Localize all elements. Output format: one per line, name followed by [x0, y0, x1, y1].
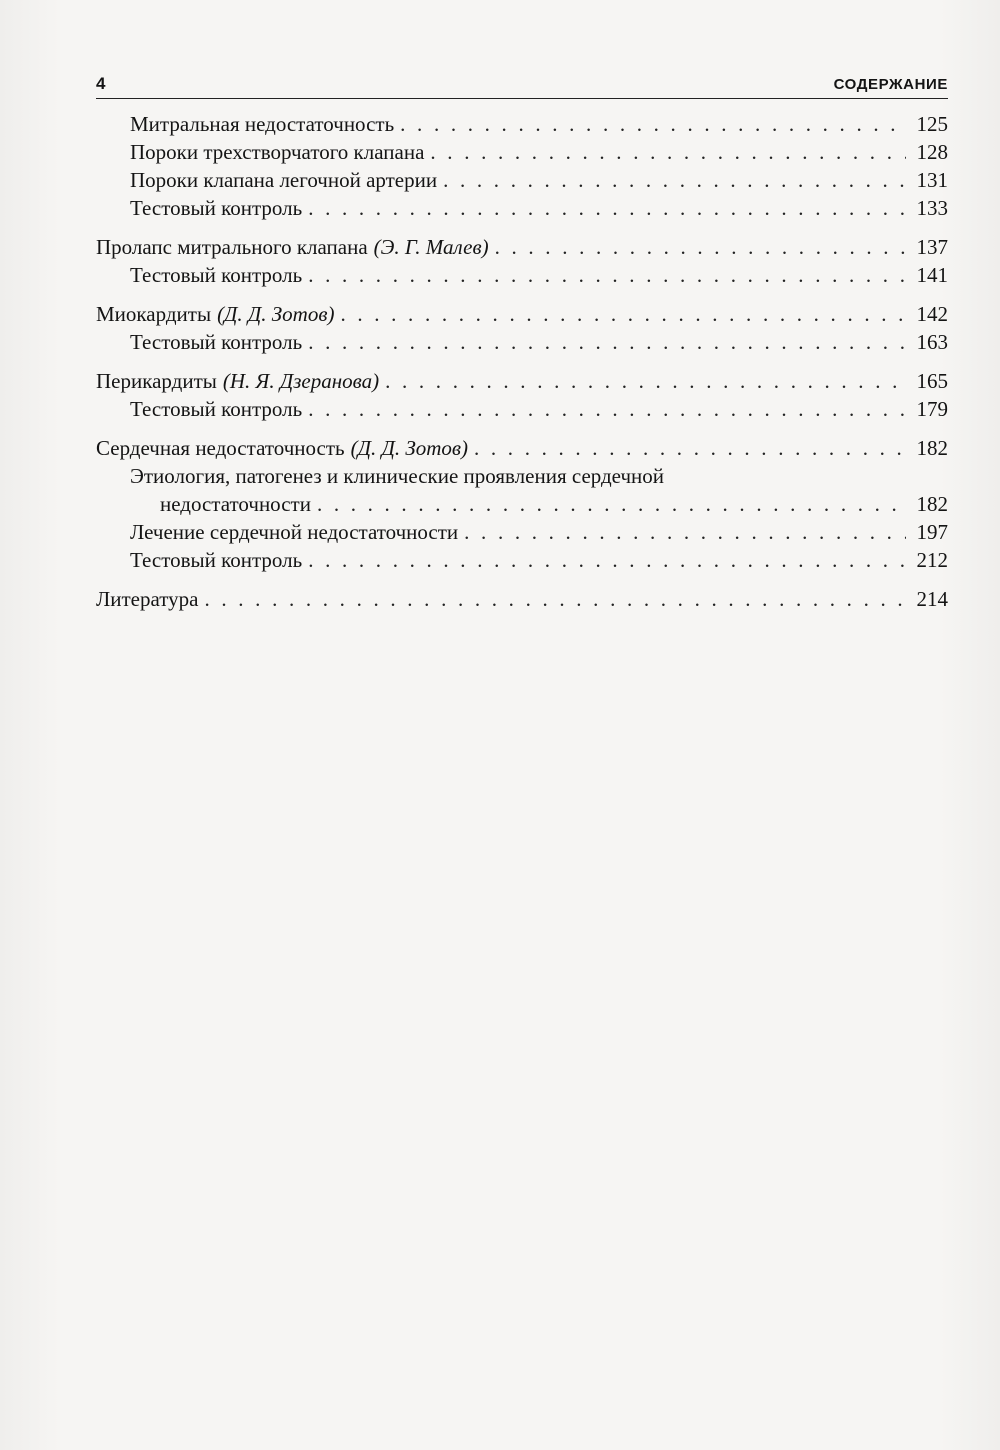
toc-entry-page: 212 — [916, 548, 948, 572]
toc-chapter-title: Пролапс митрального клапана — [96, 235, 368, 259]
toc-chapter — [96, 434, 948, 462]
toc-chapter — [96, 585, 948, 613]
toc-entry-page: 131 — [916, 168, 948, 192]
toc-entry-page: 128 — [916, 140, 948, 164]
toc-entry-title-line1: Этиология, патогенез и клинические проявления сердечной — [130, 464, 665, 488]
toc-chapter-author: (Д. Д. Зотов) — [217, 302, 335, 326]
toc-group-mitral-prolapse — [96, 233, 948, 289]
toc-entry-page: 163 — [916, 330, 948, 354]
page-header — [96, 72, 948, 99]
toc-entry-title: Лечение сердечной недостаточности — [130, 520, 459, 544]
toc-entry — [96, 110, 948, 138]
toc-chapter-author: (Д. Д. Зотов) — [350, 436, 468, 460]
toc-group-heart-failure — [96, 434, 948, 574]
dot-leader — [308, 194, 906, 222]
toc-chapter-title: Литература — [96, 587, 199, 611]
toc-chapter — [96, 300, 948, 328]
toc-chapter-title: Миокардиты — [96, 302, 212, 326]
toc-entry-title: Тестовый контроль — [130, 548, 303, 572]
dot-leader — [308, 328, 906, 356]
toc-group-valve-defects — [96, 110, 948, 222]
toc-entry-title: Тестовый контроль — [130, 330, 303, 354]
toc-chapter-page: 182 — [916, 436, 948, 460]
toc-chapter — [96, 233, 948, 261]
dot-leader — [474, 434, 906, 462]
toc-group-myocarditis — [96, 300, 948, 356]
toc-chapter-author: (Н. Я. Дзеранова) — [222, 369, 380, 393]
toc-entry — [96, 328, 948, 356]
toc-entry-title-line2: недостаточности — [160, 492, 311, 516]
toc-entry-page: 125 — [916, 112, 948, 136]
dot-leader — [317, 490, 906, 518]
dot-leader — [385, 367, 906, 395]
toc-entry-title: Тестовый контроль — [130, 196, 303, 220]
toc-entry-title: Пороки трехстворчатого клапана — [130, 140, 425, 164]
dot-leader — [308, 546, 906, 574]
toc-chapter-page: 142 — [916, 302, 948, 326]
dot-leader — [443, 166, 906, 194]
table-of-contents — [96, 110, 948, 624]
toc-entry — [96, 261, 948, 289]
dot-leader — [464, 518, 906, 546]
toc-chapter-title: Перикардиты — [96, 369, 217, 393]
toc-entry-title: Пороки клапана легочной артерии — [130, 168, 438, 192]
dot-leader — [495, 233, 906, 261]
toc-chapter — [96, 367, 948, 395]
toc-group-literature — [96, 585, 948, 613]
toc-entry-page: 197 — [916, 520, 948, 544]
toc-entry — [96, 490, 948, 518]
toc-entry-page: 141 — [916, 263, 948, 287]
toc-entry-title: Тестовый контроль — [130, 397, 303, 421]
dot-leader — [400, 110, 906, 138]
toc-entry-title: Тестовый контроль — [130, 263, 303, 287]
toc-entry-title: Митральная недостаточность — [130, 112, 395, 136]
dot-leader — [308, 261, 906, 289]
toc-entry — [96, 395, 948, 423]
toc-chapter-page: 165 — [916, 369, 948, 393]
toc-entry — [96, 138, 948, 166]
toc-chapter-author: (Э. Г. Малев) — [373, 235, 489, 259]
toc-chapter-page: 214 — [916, 587, 948, 611]
page-number: 4 — [96, 74, 106, 93]
running-title: СОДЕРЖАНИЕ — [833, 76, 948, 93]
dot-leader — [204, 585, 906, 613]
toc-chapter-title: Сердечная недостаточность — [96, 436, 345, 460]
dot-leader — [340, 300, 906, 328]
toc-chapter-page: 137 — [916, 235, 948, 259]
toc-entry-page: 182 — [916, 492, 948, 516]
dot-leader — [308, 395, 906, 423]
toc-entry-page: 179 — [916, 397, 948, 421]
toc-group-pericarditis — [96, 367, 948, 423]
toc-entry — [96, 166, 948, 194]
toc-entry — [96, 546, 948, 574]
dot-leader — [430, 138, 906, 166]
toc-entry — [96, 194, 948, 222]
toc-entry — [96, 518, 948, 546]
toc-entry-page: 133 — [916, 196, 948, 220]
